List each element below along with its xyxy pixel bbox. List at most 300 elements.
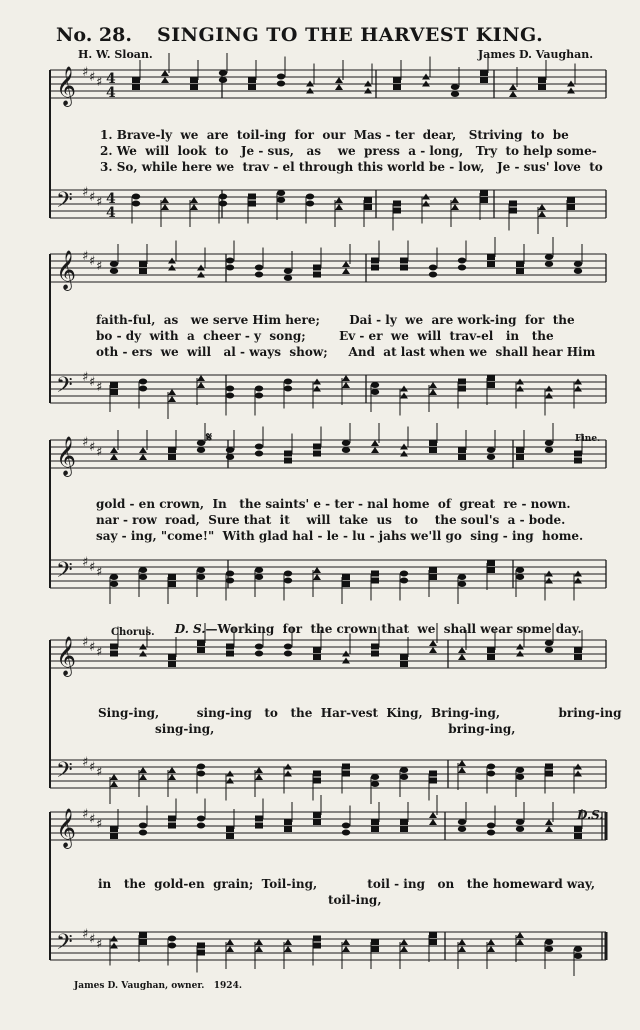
note-head — [255, 767, 263, 773]
note-head — [400, 265, 408, 271]
note-head — [458, 760, 466, 766]
verse-line-1-2: 2. We will look to Je - sus, as we press a - long, Try to help some- — [100, 144, 597, 158]
note-head — [197, 574, 205, 580]
note-head — [480, 197, 488, 203]
note-head — [574, 826, 582, 832]
composer: James D. Vaughan. — [478, 48, 594, 61]
note-head — [313, 943, 321, 949]
note-head — [400, 819, 408, 825]
note-head — [400, 654, 408, 660]
note-head — [538, 211, 546, 217]
verse-line-3-2: nar - row road, Sure that it will take us to the soul's a - bode. — [96, 513, 566, 527]
note-head — [342, 771, 350, 777]
note-head — [335, 204, 343, 210]
note-head — [139, 379, 147, 385]
note-head — [313, 451, 321, 457]
note-head — [190, 84, 198, 90]
note-head — [313, 567, 321, 573]
note-head — [516, 454, 524, 460]
note-head — [487, 375, 495, 381]
note-head — [487, 382, 495, 388]
note-head — [342, 574, 350, 580]
note-head — [110, 833, 118, 839]
chorus-line-1b: sing-ing, bring-ing, — [155, 722, 516, 736]
note-head — [226, 826, 234, 832]
note-head — [335, 77, 343, 83]
note-head — [371, 440, 379, 446]
note-head — [458, 265, 466, 271]
note-head — [139, 447, 147, 453]
note-head — [458, 379, 466, 385]
sharp-sign: ♯ — [89, 560, 96, 575]
note-head — [226, 833, 234, 839]
note-head — [371, 946, 379, 952]
note-head — [110, 581, 118, 587]
note-head — [545, 261, 553, 267]
note-head — [487, 254, 495, 260]
note-head — [567, 204, 575, 210]
note-head — [168, 774, 176, 780]
note-head — [458, 386, 466, 392]
note-head — [480, 190, 488, 196]
note-head — [306, 194, 314, 200]
note-head — [487, 830, 495, 836]
sharp-sign: ♯ — [89, 190, 96, 205]
treble-clef: 𝄞 — [56, 636, 77, 676]
note-head — [342, 946, 350, 952]
note-head — [226, 393, 234, 399]
chorus-label: Chorus. — [111, 627, 155, 638]
ds-label: D. S. — [174, 622, 206, 636]
note-head — [335, 84, 343, 90]
note-head — [516, 447, 524, 453]
note-head — [168, 581, 176, 587]
note-head — [255, 567, 263, 573]
note-head — [487, 764, 495, 770]
note-head — [429, 272, 437, 278]
year-text: 1924. — [213, 981, 242, 991]
note-head — [197, 771, 205, 777]
note-head — [458, 767, 466, 773]
note-head — [538, 84, 546, 90]
note-head — [197, 950, 205, 956]
note-head — [161, 70, 169, 76]
note-head — [516, 939, 524, 945]
note-head — [284, 571, 292, 577]
sharp-sign: ♯ — [82, 185, 89, 200]
note-head — [255, 651, 263, 657]
note-head — [516, 261, 524, 267]
note-head — [429, 389, 437, 395]
note-head — [342, 268, 350, 274]
note-head — [255, 939, 263, 945]
note-head — [451, 84, 459, 90]
note-head — [219, 194, 227, 200]
verse-line-3-1: gold - en crown, In the saints' e - ter - nal home of great re - nown. — [96, 497, 571, 511]
note-head — [393, 84, 401, 90]
note-head — [393, 201, 401, 207]
treble-clef: 𝄞 — [56, 250, 77, 290]
note-head — [371, 781, 379, 787]
note-head — [342, 939, 350, 945]
note-head — [487, 261, 495, 267]
note-head — [400, 767, 408, 773]
note-head — [574, 654, 582, 660]
note-head — [197, 943, 205, 949]
note-head — [306, 201, 314, 207]
sharp-sign: ♯ — [82, 435, 89, 450]
note-head — [277, 197, 285, 203]
note-head — [161, 77, 169, 83]
note-head — [139, 830, 147, 836]
note-head — [168, 936, 176, 942]
note-head — [132, 201, 140, 207]
sharp-sign: ♯ — [96, 765, 103, 780]
note-head — [255, 272, 263, 278]
note-head — [574, 946, 582, 952]
note-head — [197, 823, 205, 829]
sharp-sign: ♯ — [96, 445, 103, 460]
note-head — [364, 197, 372, 203]
note-head — [219, 201, 227, 207]
note-head — [429, 771, 437, 777]
note-head — [313, 812, 321, 818]
note-head — [516, 567, 524, 573]
note-head — [545, 440, 553, 446]
time-signature: 4 — [106, 71, 116, 87]
note-head — [371, 939, 379, 945]
note-head — [284, 578, 292, 584]
note-head — [255, 386, 263, 392]
note-head — [277, 74, 285, 80]
note-head — [161, 204, 169, 210]
time-signature: 4 — [106, 191, 116, 207]
note-head — [197, 816, 205, 822]
note-head — [284, 379, 292, 385]
note-head — [509, 208, 517, 214]
note-head — [516, 767, 524, 773]
chorus-line-1: Sing-ing, sing-ing to the Har-vest King, Bring-ing, bring-ing — [98, 706, 622, 720]
note-head — [255, 444, 263, 450]
note-head — [400, 258, 408, 264]
sharp-sign: ♯ — [82, 65, 89, 80]
note-head — [313, 654, 321, 660]
ds-marker: D.S. — [577, 808, 604, 822]
note-head — [313, 936, 321, 942]
note-head — [219, 70, 227, 76]
note-head — [168, 454, 176, 460]
note-head — [197, 375, 205, 381]
sharp-sign: ♯ — [89, 254, 96, 269]
note-head — [110, 389, 118, 395]
note-head — [545, 254, 553, 260]
sharp-sign: ♯ — [96, 817, 103, 832]
note-head — [313, 574, 321, 580]
note-head — [393, 208, 401, 214]
note-head — [458, 946, 466, 952]
note-head — [371, 382, 379, 388]
note-head — [509, 84, 517, 90]
note-head — [342, 375, 350, 381]
note-head — [110, 574, 118, 580]
note-head — [110, 454, 118, 460]
note-head — [342, 764, 350, 770]
note-head — [400, 939, 408, 945]
note-head — [371, 651, 379, 657]
sharp-sign: ♯ — [96, 195, 103, 210]
note-head — [545, 946, 553, 952]
note-head — [429, 382, 437, 388]
note-head — [545, 826, 553, 832]
note-head — [277, 190, 285, 196]
sharp-sign: ♯ — [82, 927, 89, 942]
note-head — [226, 578, 234, 584]
note-head — [458, 447, 466, 453]
note-head — [509, 91, 517, 97]
bass-clef: 𝄢 — [56, 373, 73, 403]
note-head — [168, 396, 176, 402]
verse-line-2-2: bo - dy with a cheer - y song; Ev - er we will trav-el in the — [96, 329, 554, 343]
sharp-sign: ♯ — [89, 812, 96, 827]
note-head — [342, 447, 350, 453]
note-head — [458, 826, 466, 832]
note-head — [190, 77, 198, 83]
note-head — [487, 939, 495, 945]
note-head — [168, 823, 176, 829]
note-head — [139, 386, 147, 392]
note-head — [545, 764, 553, 770]
sharp-sign: ♯ — [96, 75, 103, 90]
note-head — [545, 447, 553, 453]
note-head — [400, 578, 408, 584]
note-head — [110, 651, 118, 657]
note-head — [429, 574, 437, 580]
note-head — [284, 819, 292, 825]
note-head — [371, 819, 379, 825]
note-head — [487, 447, 495, 453]
note-head — [487, 567, 495, 573]
note-head — [226, 939, 234, 945]
note-head — [574, 953, 582, 959]
note-head — [342, 382, 350, 388]
note-head — [110, 826, 118, 832]
bass-clef: 𝄢 — [56, 188, 73, 218]
note-head — [400, 826, 408, 832]
note-head — [458, 581, 466, 587]
note-head — [255, 265, 263, 271]
note-head — [371, 826, 379, 832]
note-head — [567, 197, 575, 203]
note-head — [487, 560, 495, 566]
note-head — [139, 939, 147, 945]
note-head — [429, 265, 437, 271]
treble-clef: 𝄞 — [56, 66, 77, 106]
note-head — [255, 946, 263, 952]
note-head — [284, 939, 292, 945]
chorus-line-2b: toil-ing, — [328, 893, 382, 907]
note-head — [342, 261, 350, 267]
note-head — [429, 819, 437, 825]
note-head — [168, 574, 176, 580]
note-head — [132, 77, 140, 83]
note-head — [429, 440, 437, 446]
note-head — [487, 823, 495, 829]
note-head — [161, 197, 169, 203]
note-head — [255, 823, 263, 829]
note-head — [110, 774, 118, 780]
note-head — [226, 265, 234, 271]
note-head — [255, 393, 263, 399]
note-head — [219, 77, 227, 83]
ds-text: —Working for the crown that we shall wear some day. — [205, 622, 582, 636]
note-head — [255, 451, 263, 457]
note-head — [458, 939, 466, 945]
note-head — [168, 943, 176, 949]
note-head — [458, 654, 466, 660]
note-head — [226, 454, 234, 460]
note-head — [255, 816, 263, 822]
note-head — [284, 651, 292, 657]
verse-line-2-3: oth - ers we will al - ways show; And at last when we shall hear Him — [96, 345, 596, 359]
note-head — [574, 451, 582, 457]
sharp-sign: ♯ — [82, 807, 89, 822]
sharp-sign: ♯ — [82, 555, 89, 570]
note-head — [364, 204, 372, 210]
note-head — [284, 386, 292, 392]
note-head — [516, 819, 524, 825]
note-head — [342, 823, 350, 829]
bass-clef: 𝄢 — [56, 758, 73, 788]
note-head — [538, 204, 546, 210]
note-head — [429, 778, 437, 784]
note-head — [197, 567, 205, 573]
bass-clef: 𝄢 — [56, 558, 73, 588]
sharp-sign: ♯ — [82, 755, 89, 770]
note-head — [371, 447, 379, 453]
note-head — [190, 204, 198, 210]
sharp-sign: ♯ — [96, 565, 103, 580]
bass-clef: 𝄢 — [56, 930, 73, 960]
note-head — [139, 454, 147, 460]
note-head — [168, 661, 176, 667]
note-head — [487, 654, 495, 660]
note-head — [458, 454, 466, 460]
note-head — [197, 382, 205, 388]
sharp-sign: ♯ — [89, 440, 96, 455]
note-head — [110, 447, 118, 453]
note-head — [168, 767, 176, 773]
note-head — [110, 781, 118, 787]
note-head — [538, 77, 546, 83]
note-head — [226, 386, 234, 392]
hymn-title: SINGING TO THE HARVEST KING. — [157, 24, 544, 46]
hymn-number: No. 28. — [56, 24, 132, 46]
note-head — [139, 823, 147, 829]
note-head — [516, 574, 524, 580]
note-head — [284, 946, 292, 952]
note-head — [139, 268, 147, 274]
note-head — [248, 84, 256, 90]
note-head — [458, 574, 466, 580]
lyricist: H. W. Sloan. — [78, 48, 153, 61]
note-head — [545, 771, 553, 777]
verse-line-3-3: say - ing, "come!" With glad hal - le - lu - jahs we'll go sing - ing home. — [96, 529, 584, 543]
note-head — [487, 454, 495, 460]
sharp-sign: ♯ — [89, 375, 96, 390]
note-head — [248, 194, 256, 200]
note-head — [132, 84, 140, 90]
note-head — [110, 382, 118, 388]
sharp-sign: ♯ — [89, 70, 96, 85]
note-head — [400, 774, 408, 780]
note-head — [197, 447, 205, 453]
verse-line-1-3: 3. So, while here we trav - el through this world be - low, Je - sus' love to — [100, 160, 603, 174]
note-head — [110, 261, 118, 267]
chorus-line-2: in the gold-en grain; Toil-ing, toil - ing on the homeward way, — [98, 877, 596, 891]
sharp-sign: ♯ — [82, 635, 89, 650]
treble-clef: 𝄞 — [56, 436, 77, 476]
note-head — [487, 771, 495, 777]
note-head — [429, 812, 437, 818]
owner-text: James D. Vaughan, owner. — [74, 981, 205, 991]
time-signature: 4 — [106, 85, 116, 101]
note-head — [371, 265, 379, 271]
note-head — [248, 201, 256, 207]
note-head — [429, 567, 437, 573]
note-head — [248, 77, 256, 83]
note-head — [429, 447, 437, 453]
note-head — [371, 258, 379, 264]
note-head — [393, 77, 401, 83]
note-head — [371, 389, 379, 395]
note-head — [226, 651, 234, 657]
note-head — [313, 272, 321, 278]
note-head — [429, 932, 437, 938]
note-head — [400, 571, 408, 577]
treble-clef: 𝄞 — [56, 808, 77, 848]
note-head — [574, 458, 582, 464]
note-head — [190, 197, 198, 203]
ds-lyric-line — [158, 608, 582, 650]
note-head — [451, 197, 459, 203]
note-head — [110, 268, 118, 274]
sharp-sign: ♯ — [89, 932, 96, 947]
note-head — [284, 826, 292, 832]
note-head — [197, 440, 205, 446]
note-head — [574, 833, 582, 839]
copyright-footer — [74, 981, 242, 991]
note-head — [451, 91, 459, 97]
note-head — [139, 567, 147, 573]
note-head — [371, 578, 379, 584]
note-head — [139, 932, 147, 938]
note-head — [284, 268, 292, 274]
note-head — [451, 204, 459, 210]
note-head — [545, 819, 553, 825]
note-head — [168, 389, 176, 395]
note-head — [255, 774, 263, 780]
sharp-sign: ♯ — [96, 259, 103, 274]
verse-line-1-1: 1. Brave-ly we are toil-ing for our Mas - ter dear, Striving to be — [100, 128, 569, 142]
note-head — [313, 819, 321, 825]
note-head — [284, 458, 292, 464]
note-head — [574, 261, 582, 267]
note-head — [458, 819, 466, 825]
note-head — [480, 77, 488, 83]
note-head — [574, 268, 582, 274]
note-head — [197, 764, 205, 770]
sharp-sign: ♯ — [82, 249, 89, 264]
